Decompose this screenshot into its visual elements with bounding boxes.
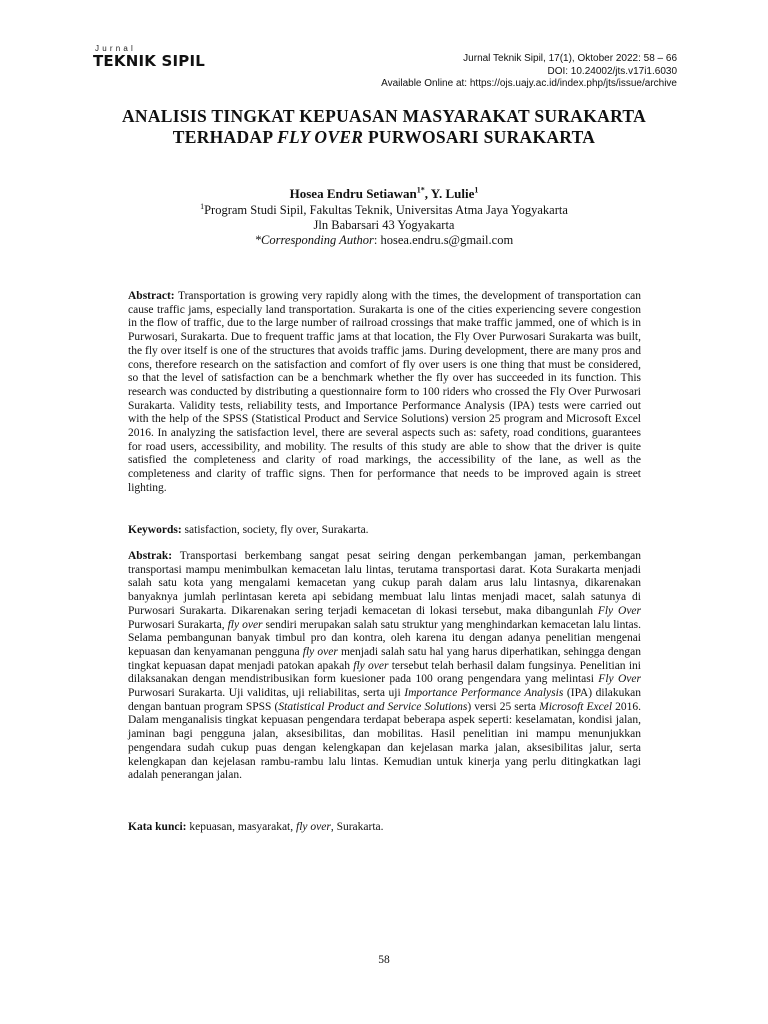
kata-kunci-label: Kata kunci:: [128, 821, 187, 833]
abstract-label: Abstract:: [128, 290, 175, 302]
journal-citation: Jurnal Teknik Sipil, 17(1), Oktober 2022: 58 – 66: [463, 53, 677, 64]
abstrak-text-2: Purwosari Surakarta,: [128, 618, 228, 631]
logo-small-text: Jurnal: [95, 44, 136, 53]
paper-title: [100, 106, 668, 148]
kata-kunci-text-1: kepuasan, masyarakat,: [186, 821, 296, 833]
corresponding-author: [100, 233, 668, 248]
abstrak-text-6: Purwosari Surakarta. Uji validitas, uji reliabilitas, serta uji: [128, 687, 405, 700]
abstract-english: [128, 290, 641, 496]
authors-block: [100, 186, 668, 248]
abstrak-italic-6: Importance Performance Analysis: [404, 687, 564, 700]
journal-available-online: Available Online at: https://ojs.uajy.ac.id/index.php/jts/issue/archive: [381, 78, 677, 89]
author-name-2: , Y. Lulie: [424, 186, 475, 201]
journal-meta: [381, 53, 677, 91]
affiliation-sup: 1: [200, 201, 205, 211]
abstrak-italic-4: fly over: [353, 659, 389, 672]
journal-logo: [93, 44, 243, 74]
address: Jln Babarsari 43 Yogyakarta: [313, 218, 455, 232]
abstrak-label: Abstrak:: [128, 550, 173, 562]
logo-big-text: TEKNIK SIPIL: [93, 52, 205, 70]
abstrak-text-7: (IPA) dilakukan dengan bantuan program SPSS (: [128, 687, 641, 713]
page-number: 58: [378, 954, 390, 966]
abstrak-text-9: 2016. Dalam menganalisis tingkat kepuasan pengendara terdapat beberapa aspek seperti: keselamatan, kondisi jalan, jaminan bagi pengguna jalan, aksesibilitas, dan mobilitas. Hasil penelitian ini mampu menunjukkan pengendara sudah cukup puas dengan kelengkapan dan kejelasan marka jalan, aksesibilitas jalur, serta kelengkapan dan kejelasan rambu-rambu lalu lintas. Kemudian untuk kinerja yang perlu ditingkatkan lagi adalah penerangan jalan.: [128, 700, 642, 782]
abstrak-italic-2: fly over: [227, 618, 263, 631]
affiliation: [100, 203, 668, 218]
abstract-text: Transportation is growing very rapidly along with the times, the development of transportation can cause traffic jams, especially land transportation. Surakarta is one of the cities experiencing severe congestion in the flow of traffic, due to the large number of railroad crossings that make traffic jammed, one of which is in Purwosari, Surakarta. Due to frequent traffic jams at that location, the Fly Over Purwosari Surakarta was built, the fly over itself is one of the structures that avoids traffic jams. During development, there are many pros and cons, therefore research on the satisfaction and comfort of fly over users is one thing that must be considered, so that the level of satisfaction can be a benchmark whether the fly over has succeeded in its function. This research was conducted by distributing a questionnaire form to 100 riders who crossed the Fly Over Purwosari Surakarta. Validity tests, reliability tests, and Importance Performance Analysis (IPA) tests were carried out with the help of the SPSS (Statistical Product and Service Solutions) version 25 program and Microsoft Excel 2016. In analyzing the satisfaction level, there are several aspects such as: safety, road conditions, guarantees for road users, accessibility, and mobility. The results of this study are able to show that the driver is quite satisfied the completeness and clarity of road markings, the accessibility of the lane, as well as the completeness and clarity of traffic signs. Then for performance that needs to be improved again is street lighting.: [128, 290, 641, 494]
corresponding-email: : hosea.endru.s@gmail.com: [373, 233, 514, 247]
author-names: [100, 186, 668, 201]
keywords-english: [128, 524, 641, 538]
abstract-indonesian: [128, 550, 641, 783]
title-part-2: FLY OVER: [277, 127, 364, 147]
keywords-indonesian: [128, 821, 641, 835]
abstrak-italic-7: Statistical Product and Service Solutions: [278, 700, 468, 713]
author-sup-2: 1: [474, 185, 479, 195]
keywords-label: Keywords:: [128, 524, 182, 536]
keywords-text: satisfaction, society, fly over, Surakarta.: [181, 524, 369, 536]
abstrak-italic-1: Fly Over: [597, 604, 641, 617]
abstrak-text-4: menjadi salah satu hal yang harus diperhatikan, sehingga dengan tingkat kepuasan dapat menjadi patokan apakah: [128, 645, 642, 672]
kata-kunci-text-2: , Surakarta.: [330, 821, 384, 833]
affiliation-text: Program Studi Sipil, Fakultas Teknik, Universitas Atma Jaya Yogyakarta: [204, 203, 568, 217]
abstrak-italic-8: Microsoft Excel: [539, 700, 613, 713]
abstrak-text-8: ) versi 25 serta: [467, 700, 540, 713]
abstrak-text-3: sendiri merupakan salah satu struktur yang menghindarkan kemacetan lalu lintas. Selama pembangunan banyak timbul pro dan kontra, oleh karena itu dengan adanya penelitian mengenai kepuasan dan kenyamanan pengguna: [128, 618, 641, 658]
abstrak-text-1: Transportasi berkembang sangat pesat seiring dengan perkembangan jaman, perkembangan transportasi mampu menimbulkan kemacetan lalu lintas, terutama transportasi darat. Kota Surakarta menjadi salah satu kota yang mengalami kemacetan yang cukup parah dalam arus lalu lintasnya, dikarenakan banyaknya jumlah perlintasan kereta api sebidang membuat lalu lintas menjadi macet, salah satunya di Purwosari Surakarta. Dikarenakan sering terjadi kemacetan di lokasi tersebut, maka dibangunlah: [128, 550, 641, 617]
author-name-1: Hosea Endru Setiawan: [289, 186, 417, 201]
kata-kunci-italic-1: fly over: [296, 821, 331, 833]
abstrak-italic-3: fly over: [302, 645, 338, 658]
journal-doi: DOI: 10.24002/jts.v17i1.6030: [547, 65, 677, 77]
title-part-3: PURWOSARI SURAKARTA: [363, 127, 596, 147]
author-sup-1: 1*: [416, 185, 425, 195]
abstrak-italic-5: Fly Over: [598, 673, 641, 686]
abstrak-text-5: tersebut telah berhasil dalam fungsinya. Penelitian ini dilaksanakan dengan mendistribusikan form kuesioner pada 100 orang pengendara yang melintasi: [128, 659, 641, 686]
title-part-1: ANALISIS TINGKAT KEPUASAN MASYARAKAT SURAKARTA TERHADAP: [121, 106, 647, 147]
corresponding-label: *Corresponding Author: [254, 233, 374, 247]
